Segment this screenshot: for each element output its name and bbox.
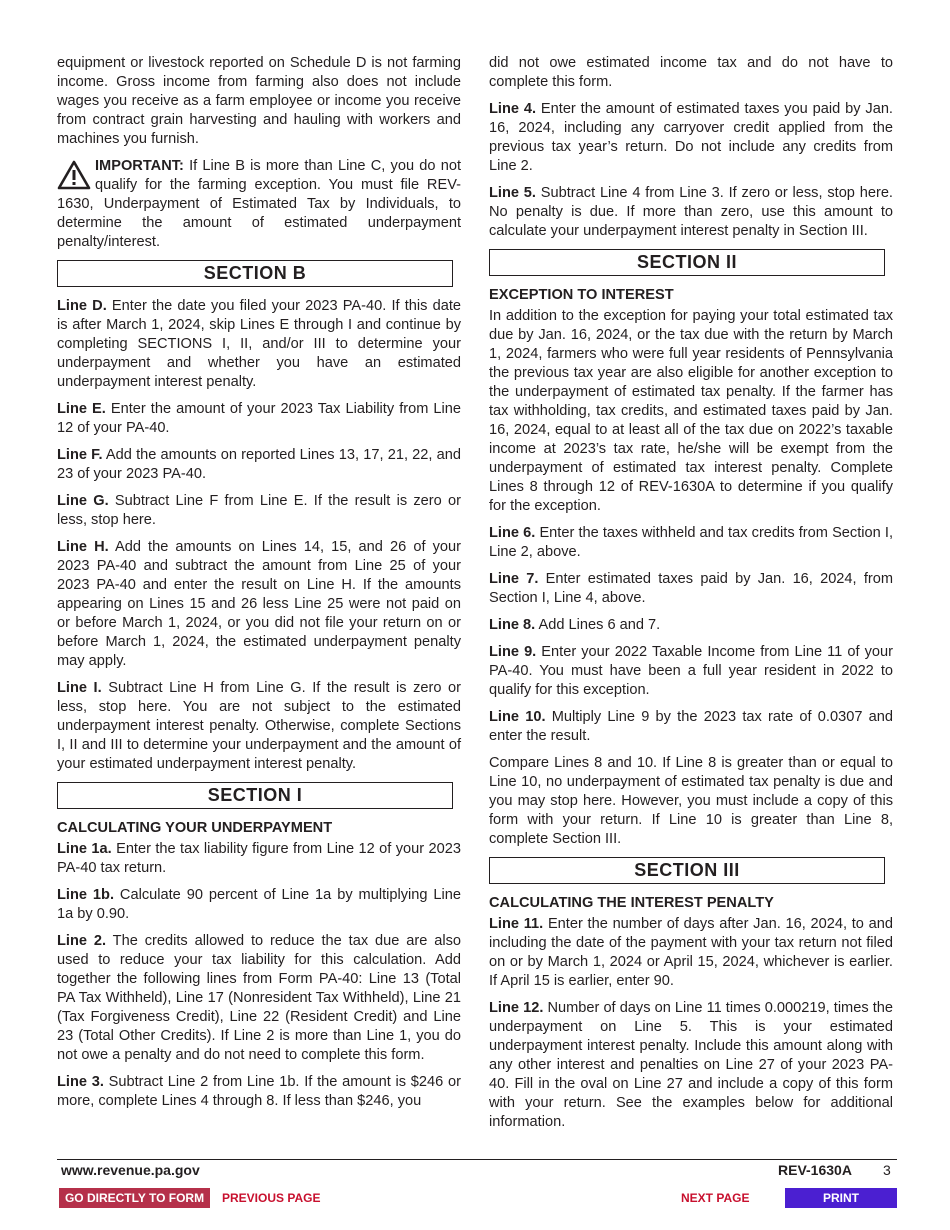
line-3-text: Subtract Line 2 from Line 1b. If the amount is $246 or more, complete Lines 4 through 8. If less than $246, you [57, 1074, 461, 1109]
line-2-paragraph [57, 932, 461, 1065]
line-11-text: Enter the number of days after Jan. 16, 2024, to and including the date of the payment with your tax return not filed on or by March 1, 2024 or April 15, 2024, whichever is earlier. If April 15 is earlier, enter 90. [489, 916, 893, 989]
line-f-text: Add the amounts on reported Lines 13, 17, 21, 22, and 23 of your 2023 PA-40. [57, 447, 462, 482]
section-iii-heading: SECTION III [489, 857, 885, 884]
line-i-paragraph [57, 679, 461, 774]
right-column [489, 54, 893, 1140]
line-6-label: Line 6. [489, 525, 536, 541]
line-7-label: Line 7. [489, 571, 539, 587]
line-5-paragraph [489, 184, 893, 241]
line-h-paragraph [57, 538, 461, 671]
line-f-label: Line F. [57, 447, 103, 463]
footer-divider [57, 1159, 897, 1160]
line-1b-paragraph [57, 886, 461, 924]
page-number: 3 [883, 1162, 891, 1178]
line-h-label: Line H. [57, 539, 109, 555]
line-4-paragraph [489, 100, 893, 176]
line-i-text: Subtract Line H from Line G. If the result is zero or less, stop here. You are not subject to the estimated underpayment interest penalty. Otherwise, complete Sections I, II and III to determine your underpayment and the amount of your estimated underpayment interest penalty. [57, 680, 461, 772]
important-text: If Line B is more than Line C, you do not qualify for the farming exception. You must file REV-1630, Underpayment of Estimated Tax by Individuals, to determine the amount of estimated underpayment penalty/interest. [57, 158, 461, 250]
line-g-paragraph [57, 492, 461, 530]
line-2-text: The credits allowed to reduce the tax due are also used to reduce your tax liability for this calculation. Add together the following lines from Form PA-40: Line 13 (Total PA Tax Withheld), Line 17 (Nonresident Tax Withheld), Line 21 (Tax Forgiveness Credit), Line 22 (Resident Credit) and Line 23 (Total Other Credits). If Line 2 is more than Line 1, you do not owe a penalty and do not need to complete this form. [57, 933, 461, 1063]
line-9-label: Line 9. [489, 644, 537, 660]
line-1a-text: Enter the tax liability figure from Line 12 of your 2023 PA-40 tax return. [57, 841, 462, 876]
line-e-label: Line E. [57, 401, 106, 417]
section-i-heading: SECTION I [57, 782, 453, 809]
line-g-text: Subtract Line F from Line E. If the result is zero or less, stop here. [57, 493, 461, 528]
line-i-label: Line I. [57, 680, 102, 696]
important-notice [57, 157, 461, 252]
line-e-text: Enter the amount of your 2023 Tax Liability from Line 12 of your PA-40. [57, 401, 462, 436]
line-9-text: Enter your 2022 Taxable Income from Line 11 of your PA-40. You must have been a full year resident in 2022 to qualify for this exception. [489, 644, 893, 698]
line-3-label: Line 3. [57, 1074, 104, 1090]
line-5-text: Subtract Line 4 from Line 3. If zero or less, stop here. No penalty is due. If more than zero, use this amount to calculate your underpayment interest penalty in Section III. [489, 185, 893, 239]
section-i-subheading: CALCULATING YOUR UNDERPAYMENT [57, 820, 333, 836]
go-directly-to-form-button[interactable]: GO DIRECTLY TO FORM [59, 1188, 210, 1208]
compare-paragraph: Compare Lines 8 and 10. If Line 8 is greater than or equal to Line 10, no underpayment of estimated tax penalty is due and you may stop here. However, you must include a copy of this form with your return. If Line 10 is greater than Line 8, complete Section III. [489, 755, 893, 847]
section-ii-subheading: EXCEPTION TO INTEREST [489, 287, 674, 303]
line-10-label: Line 10. [489, 709, 546, 725]
line-8-label: Line 8. [489, 617, 536, 633]
line-d-label: Line D. [57, 298, 107, 314]
line-8-paragraph [489, 616, 893, 635]
line-7-paragraph [489, 570, 893, 608]
line-1b-label: Line 1b. [57, 887, 115, 903]
paragraph-intro: equipment or livestock reported on Schedule D is not farming income. Gross income from farming also does not include wages you receive as a farm employee or income you receive from contract grain harvesting and hauling with workers and machines you furnish. [57, 55, 461, 147]
line-h-text: Add the amounts on Lines 14, 15, and 26 of your 2023 PA-40 and subtract the amount from Line 25 of your 2023 PA-40 and enter the result on Line H. If the amounts appearing on Lines 15 and 26 less Line 25 were not paid on or before March 1, 2024, or you did not file your return on or before March 1, 2024, the estimated underpayment penalty may apply. [57, 539, 461, 669]
line-8-text: Add Lines 6 and 7. [535, 617, 661, 633]
print-button[interactable]: PRINT [785, 1188, 897, 1208]
line-5-label: Line 5. [489, 185, 536, 201]
section-ii-heading: SECTION II [489, 249, 885, 276]
section-b-heading: SECTION B [57, 260, 453, 287]
line-f-paragraph [57, 446, 461, 484]
left-column [57, 54, 461, 1119]
footer-form-id: REV-1630A [778, 1162, 852, 1178]
section-iii-subheading: CALCULATING THE INTEREST PENALTY [489, 895, 774, 911]
line-9-paragraph [489, 643, 893, 700]
line-11-paragraph [489, 915, 893, 991]
next-page-link[interactable]: NEXT PAGE [681, 1191, 750, 1205]
line-10-paragraph [489, 708, 893, 746]
line-e-paragraph [57, 400, 461, 438]
line-6-paragraph [489, 524, 893, 562]
exception-paragraph: In addition to the exception for paying your total estimated tax due by Jan. 16, 2024, or the tax due with the return by March 1, 2024, farmers who were full year residents of Pennsylvania the previous tax year are also eligible for another exception to the underpayment of estimated tax penalty. If the farmer has tax withholding, tax credits, and estimated taxes paid by Jan. 16, 2024, equal to at least all of the tax due on 2022’s taxable income at 2023’s tax rate, he/she will be exempt from the underpayment of estimated tax interest penalty. Complete Lines 8 through 12 of REV-1630A to determine if you qualify for the exception. [489, 308, 893, 514]
line-10-text: Multiply Line 9 by the 2023 tax rate of 0.0307 and enter the result. [489, 709, 894, 744]
line-12-label: Line 12. [489, 1000, 544, 1016]
paragraph-continued: did not owe estimated income tax and do not have to complete this form. [489, 55, 893, 90]
line-12-paragraph [489, 999, 893, 1132]
line-d-paragraph [57, 297, 461, 392]
line-12-text: Number of days on Line 11 times 0.000219, times the underpayment on Line 5. This is your estimated underpayment interest penalty. Include this amount along with any other interest and penalties on Line 27 of your 2023 PA-40. Fill in the oval on Line 27 and include a copy of this form with your return. See the examples below for additional information. [489, 1000, 893, 1130]
previous-page-link[interactable]: PREVIOUS PAGE [222, 1191, 321, 1205]
line-1a-label: Line 1a. [57, 841, 112, 857]
line-6-text: Enter the taxes withheld and tax credits from Section I, Line 2, above. [489, 525, 893, 560]
line-4-label: Line 4. [489, 101, 537, 117]
line-3-paragraph [57, 1073, 461, 1111]
warning-icon [57, 159, 91, 191]
line-4-text: Enter the amount of estimated taxes you paid by Jan. 16, 2024, including any carryover credit applied from the previous tax year’s return. Do not include any credits from Line 2. [489, 101, 893, 174]
line-2-label: Line 2. [57, 933, 107, 949]
footer-url: www.revenue.pa.gov [61, 1162, 200, 1178]
line-7-text: Enter estimated taxes paid by Jan. 16, 2024, from Section I, Line 4, above. [489, 571, 894, 606]
line-11-label: Line 11. [489, 916, 544, 932]
line-1b-text: Calculate 90 percent of Line 1a by multiplying Line 1a by 0.90. [57, 887, 462, 922]
line-1a-paragraph [57, 840, 461, 878]
important-label: IMPORTANT: [95, 158, 184, 174]
line-d-text: Enter the date you filed your 2023 PA-40. If this date is after March 1, 2024, skip Lines E through I and continue by completing SECTIONS I, II, and/or III to determine your underpayment and whether you have an estimated underpayment interest penalty. [57, 298, 461, 390]
line-g-label: Line G. [57, 493, 109, 509]
